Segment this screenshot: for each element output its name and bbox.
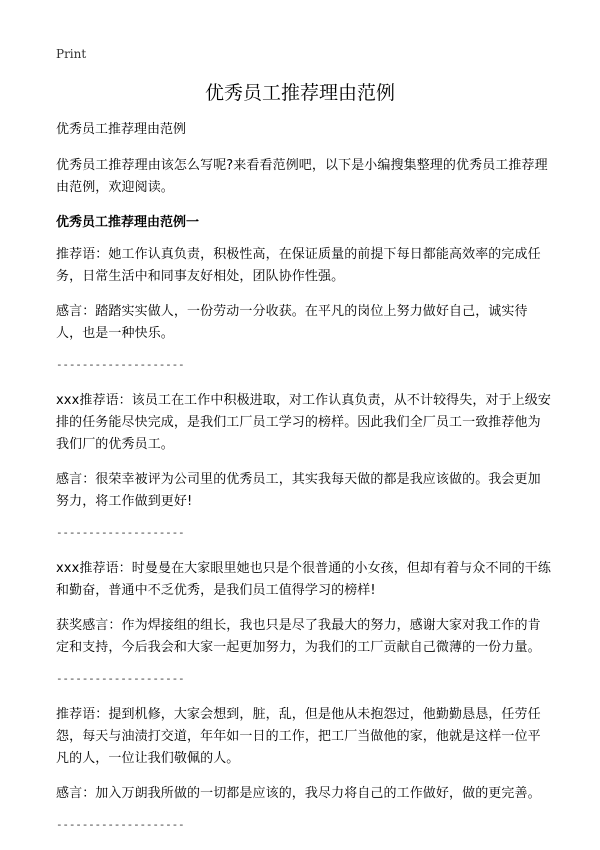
intro-paragraph: 优秀员工推荐理由该怎么写呢?来看看范例吧，以下是小编搜集整理的优秀员工推荐理由范例，欢迎阅读。	[56, 158, 548, 195]
page-title: 优秀员工推荐理由范例	[204, 82, 395, 104]
separator-line: --------------------	[56, 818, 185, 831]
print-link[interactable]: Print	[56, 47, 87, 61]
acceptance-speech-paragraph: 获奖感言：作为焊接组的组长，我也只是尽了我最大的努力，感谢大家对我工作的肯定和支持，今后我会和大家一起更加努力，为我们的工厂贡献自己微薄的一份力量。	[56, 618, 541, 655]
recommendation-paragraph: 推荐语：她工作认真负责，积极性高，在保证质量的前提下每日都能高效率的完成任务，日常生活中和同事友好相处，团队协作性强。	[56, 247, 541, 284]
separator-line: --------------------	[56, 358, 185, 371]
section-heading: 优秀员工推荐理由范例一	[56, 215, 200, 230]
recommendation-paragraph: xxx推荐语：该员工在工作中积极进取，对工作认真负责，从不计较得失，对于上级安排的任务能尽快完成，是我们工厂员工学习的榜样。因此我们全厂员工一致推荐他为我们厂的优秀员工。	[56, 393, 551, 452]
article-subtitle: 优秀员工推荐理由范例	[56, 122, 187, 137]
acceptance-speech-paragraph: 感言：踏踏实实做人，一份劳动一分收获。在平凡的岗位上努力做好自己，诚实待人，也是一种快乐。	[56, 304, 528, 341]
separator-line: --------------------	[56, 672, 185, 685]
article-body	[56, 119, 552, 850]
acceptance-speech-paragraph: 感言：加入万朗我所做的一切都是应该的，我尽力将自己的工作做好，做的更完善。	[56, 786, 541, 801]
separator-line: --------------------	[56, 526, 185, 539]
recommendation-paragraph: 推荐语：提到机修，大家会想到，脏，乱，但是他从未抱怨过，他勤勤恳恳，任劳任怨，每天与油渍打交道，年年如一日的工作，把工厂当做他的家，他就是这样一位平凡的人，一位让我们敬佩的人。	[56, 707, 541, 766]
recommendation-paragraph: xxx推荐语：时曼曼在大家眼里她也只是个很普通的小女孩，但却有着与众不同的干练和勤奋，普通中不乏优秀，是我们员工值得学习的榜样!	[56, 561, 551, 598]
acceptance-speech-paragraph: 感言：很荣幸被评为公司里的优秀员工，其实我每天做的都是我应该做的。我会更加努力，将工作做到更好!	[56, 472, 541, 509]
